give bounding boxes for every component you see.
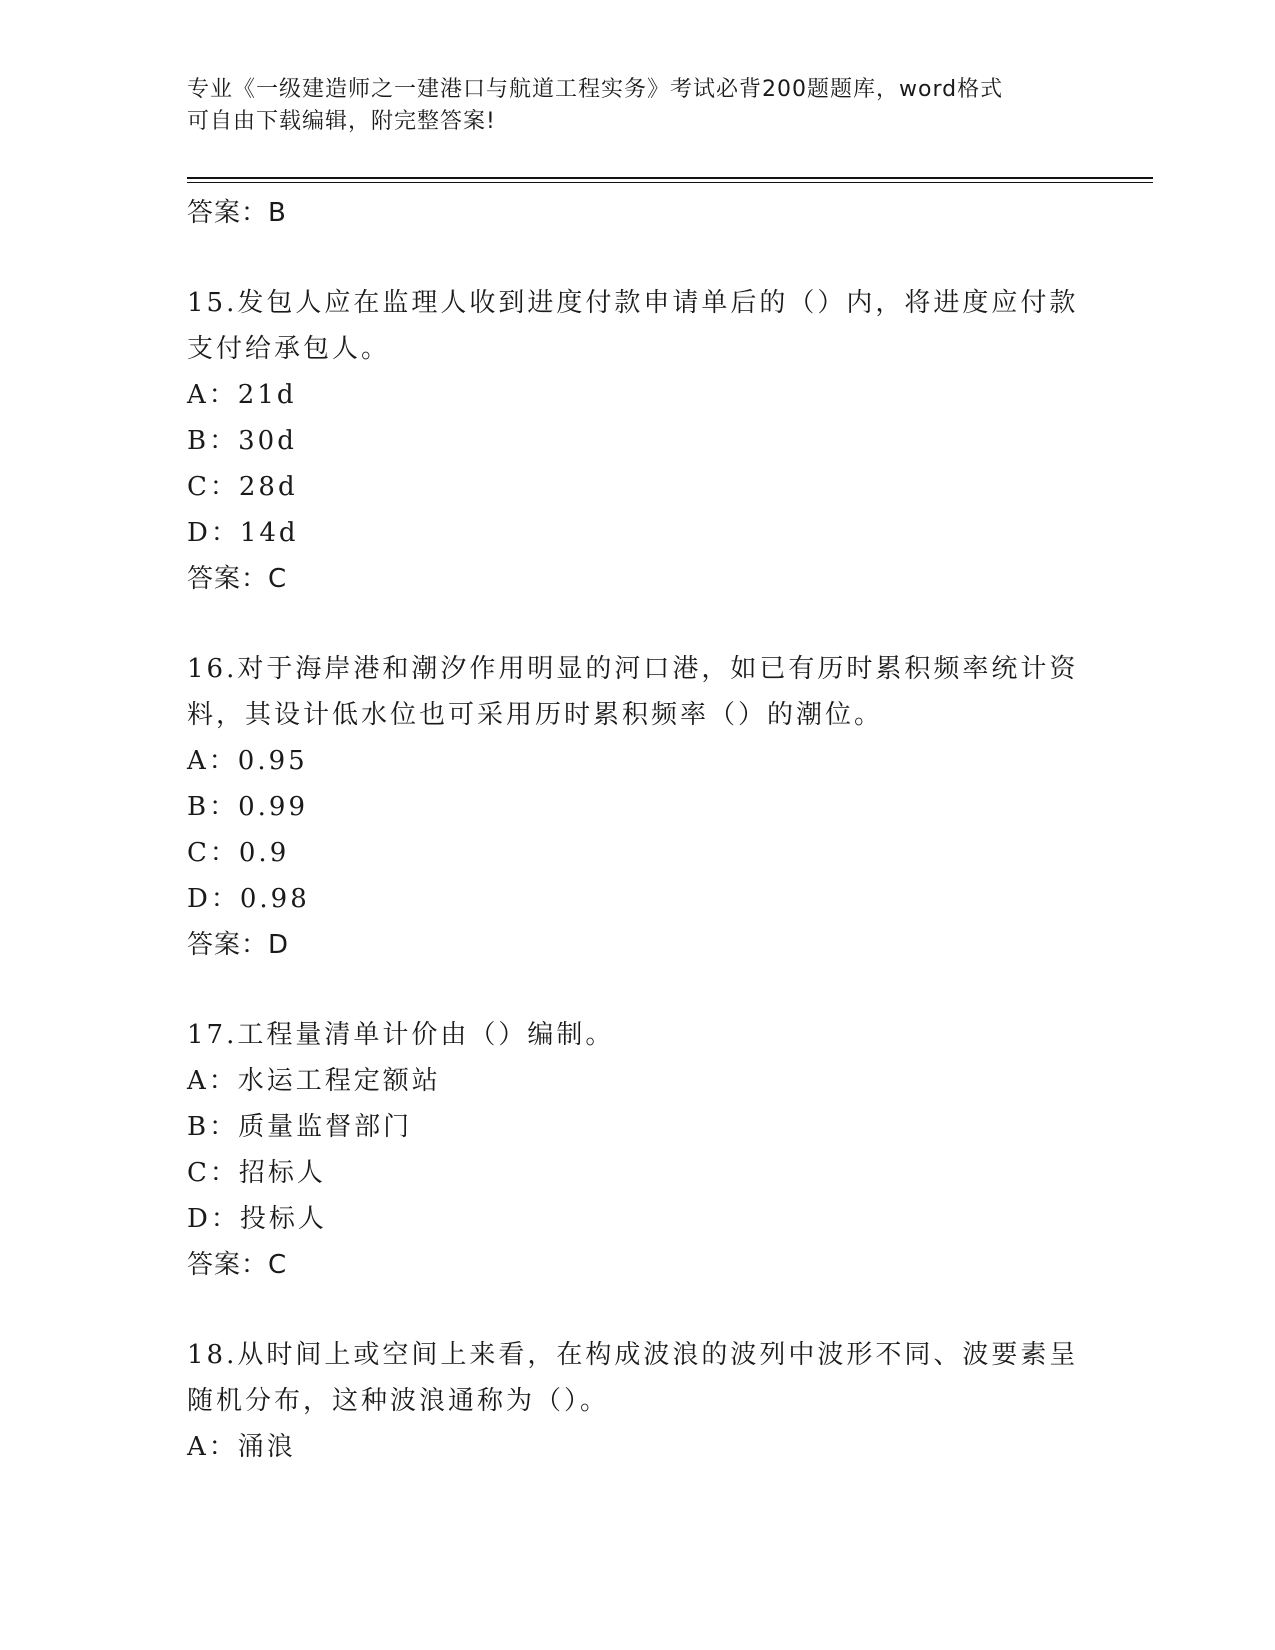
question-text xyxy=(187,1012,1087,1058)
question-line: 支付给承包人。 xyxy=(187,334,391,364)
header-divider-thin xyxy=(187,182,1153,183)
question-block-17 xyxy=(187,1012,1087,1288)
answer-line: 答案：C xyxy=(187,1250,288,1280)
document-header xyxy=(187,74,1067,138)
question-block-15 xyxy=(187,280,1087,602)
header-divider-thick xyxy=(187,177,1153,179)
option-c: C：招标人 xyxy=(187,1158,326,1188)
question-line: 料，其设计低水位也可采用历时累积频率（）的潮位。 xyxy=(187,700,884,730)
option-a: A：水运工程定额站 xyxy=(187,1066,441,1096)
option-b: B：0.99 xyxy=(187,792,308,822)
option-d: D：14d xyxy=(187,518,299,548)
question-line: 16.对于海岸港和潮汐作用明显的河口港，如已有历时累积频率统计资 xyxy=(187,654,1079,684)
option-c: C：28d xyxy=(187,472,298,502)
question-line: 18.从时间上或空间上来看，在构成波浪的波列中波形不同、波要素呈 xyxy=(187,1340,1079,1370)
answer-line: 答案：D xyxy=(187,930,290,960)
option-a: A：0.95 xyxy=(187,746,308,776)
header-line-1: 专业《一级建造师之一建港口与航道工程实务》考试必背200题题库，word格式 xyxy=(187,77,1004,102)
question-text xyxy=(187,1332,1087,1424)
answer-line: 答案：C xyxy=(187,564,288,594)
question-line: 17.工程量清单计价由（）编制。 xyxy=(187,1020,615,1050)
option-c: C：0.9 xyxy=(187,838,290,868)
option-a: A：21d xyxy=(187,380,297,410)
question-block-16 xyxy=(187,646,1087,968)
option-b: B：质量监督部门 xyxy=(187,1112,413,1142)
document-body xyxy=(187,190,1087,1470)
question-text xyxy=(187,280,1087,372)
question-text xyxy=(187,646,1087,738)
question-line: 随机分布，这种波浪通称为（）。 xyxy=(187,1386,610,1416)
option-b: B：30d xyxy=(187,426,297,456)
option-d: D：投标人 xyxy=(187,1204,327,1234)
option-a: A：涌浪 xyxy=(187,1432,296,1462)
answer-line: 答案：B xyxy=(187,198,287,228)
question-block-18 xyxy=(187,1332,1087,1470)
question-line: 15.发包人应在监理人收到进度付款申请单后的（）内，将进度应付款 xyxy=(187,288,1079,318)
header-line-2: 可自由下载编辑，附完整答案! xyxy=(187,109,496,134)
option-d: D：0.98 xyxy=(187,884,310,914)
